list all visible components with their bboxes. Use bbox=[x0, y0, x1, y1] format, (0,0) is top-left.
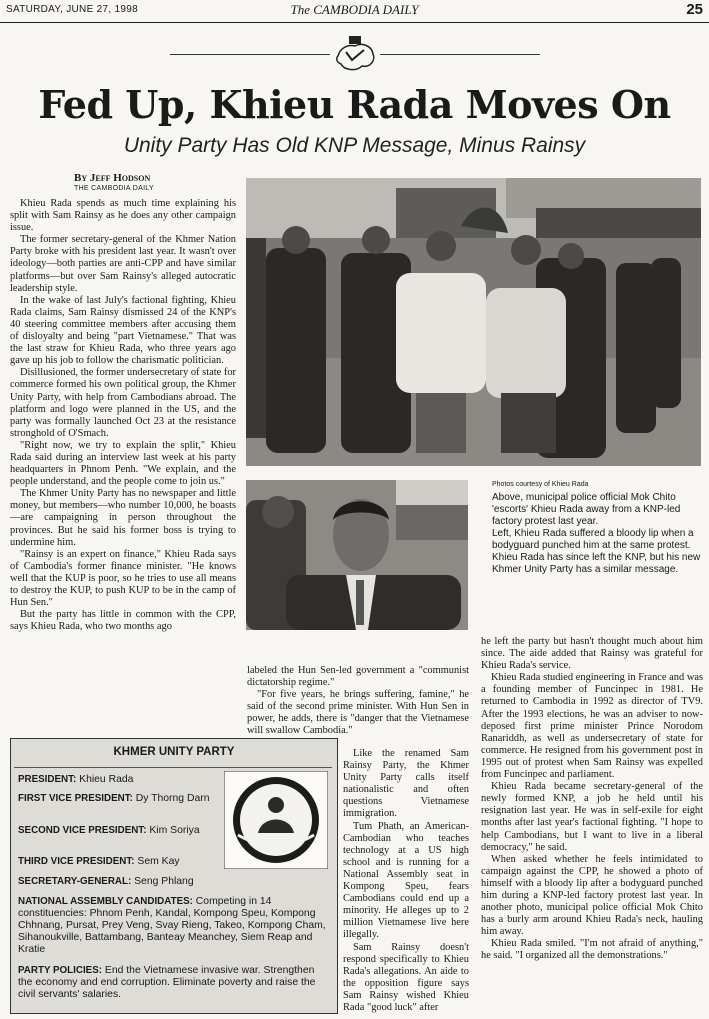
infobox-title: KHMER UNITY PARTY bbox=[113, 746, 235, 758]
article-column-2b bbox=[343, 748, 469, 1018]
item-label: PARTY POLICIES: bbox=[18, 965, 103, 976]
paragraph: "For five years, he brings suffering, famine," he said of the second prime minister. With Hun Sen in power, he adds, there is "danger that the Vietnamese will swallow Cambodia." bbox=[247, 689, 469, 737]
paragraph: Khieu Rada became secretary-general of the newly formed KNP, a job he held until his resignation last year. He was in self-exile for eight months after last year's factional fighting. "I hope to help Cambodians, but I want to live in a liberal democracy," he said. bbox=[481, 781, 703, 853]
infobox-item bbox=[18, 856, 222, 868]
item-value: Seng Phlang bbox=[134, 876, 194, 887]
logo-rule-left bbox=[170, 54, 330, 55]
item-value: End the Vietnamese invasive war. Strengthen the economy and end corruption. Eliminate poverty and raise the civil servants' salaries. bbox=[18, 965, 316, 1000]
article-column-3 bbox=[481, 636, 703, 1018]
item-value: Dy Thorng Darn bbox=[135, 793, 210, 804]
infobox-item bbox=[18, 793, 222, 805]
infobox-item bbox=[18, 965, 330, 1001]
headline: Fed Up, Khieu Rada Moves On bbox=[38, 82, 671, 127]
byline-org: THE CAMBODIA DAILY bbox=[74, 185, 154, 192]
party-seal-icon bbox=[224, 771, 328, 869]
caption-paragraph: Above, municipal police official Mok Chito 'escorts' Khieu Rada away from a KNP-led factory protest last year. bbox=[492, 492, 681, 527]
paragraph: Khieu Rada studied engineering in France and was a founding member of Funcinpec in 1981. He returned to Cambodia in 1992 as director of TV9. After the 1993 elections, he was an adviser to now-deposed first prime minister Prince Norodom Ranariddh, as well as undersecretary of state for commerce. He resigned from his government post in 1995 out of protest when Sam Rainsy was expelled from Funcinpec and parliament. bbox=[481, 672, 703, 781]
paragraph: Sam Rainsy doesn't respond specifically to Khieu Rada's allegations. An aide to the opposition figure says Sam Rainsy wished Khieu Rada "good luck" after bbox=[343, 941, 469, 1013]
paragraph: In the wake of last July's factional fighting, Khieu Rada claims, Sam Rainsy dismissed 24 of the KNP's 40 steering committee members after accusing them of disloyalty and being "part Vietnamese." That was the last straw for Khieu Rada, who three years ago gave up his job to follow the charismatic politician. bbox=[10, 294, 236, 367]
paragraph: "Rainsy is an expert on finance," Khieu Rada says of Cambodia's former finance minister. "He knows well that the KUP is poor, so he tries to use all means to destroy the KUP, to push KUP to be in the camp of Hun Sen." bbox=[10, 548, 236, 609]
caption-paragraph: Left, Khieu Rada suffered a bloody lip when a bodyguard punched him at the same protest. Khieu Rada has since left the KNP, but his new Khmer Unity Party has a similar message. bbox=[492, 528, 701, 575]
item-value: Khieu Rada bbox=[79, 774, 134, 785]
item-label: PRESIDENT: bbox=[18, 774, 77, 785]
byline-author: By Jeff Hodson bbox=[74, 172, 151, 184]
infobox-item bbox=[18, 825, 222, 837]
paragraph: Like the renamed Sam Rainsy Party, the Khmer Unity Party calls itself nationalistic and often questions Vietnamese immigration. bbox=[343, 748, 469, 820]
paragraph: "Right now, we try to explain the split," Khieu Rada said during an interview last week at his party headquarters in Phnom Penh. "We explain, and the people understand, and the people come to join us." bbox=[10, 439, 236, 488]
item-value: Competing in 14 constituencies: Phnom Penh, Kandal, Kompong Speu, Kompong Chhnang, Pursat, Prey Veng, Svay Rieng, Takeo, Kompong Cham, Sihanoukville, Battambang, Banteay Meanchey, Siem Reap and Kratie bbox=[18, 896, 326, 955]
infobox-item bbox=[18, 896, 330, 956]
paragraph: The Khmer Unity Party has no newspaper and little money, but members—who number 10,000, he boasts—are campaigning in person throughout the provinces. But he said his former boss is trying to undermine him. bbox=[10, 488, 236, 548]
subheadline: Unity Party Has Old KNP Message, Minus Rainsy bbox=[123, 134, 586, 157]
paragraph: The former secretary-general of the Khmer Nation Party broke with his president last year. It wasn't over ideology—both parties are anti-CPP and have similar platforms—but over Sam Rainsy's alleged autocratic leadership style. bbox=[10, 234, 236, 294]
item-value: Kim Soriya bbox=[149, 825, 200, 836]
paragraph: When asked whether he feels intimidated to campaign against the CPP, he showed a photo of himself with a bloody lip after a bodyguard punched him during a KNP-led factory protest last year. In another photo, municipal police official Mok Chito has a burly arm around Khieu Rada's neck, hauling him away. bbox=[481, 853, 703, 938]
item-label: THIRD VICE PRESIDENT: bbox=[18, 856, 135, 867]
paragraph: But the party has little in common with the CPP, says Khieu Rada, who two months ago bbox=[10, 609, 236, 633]
paper-name: The CAMBODIA DAILY bbox=[290, 2, 419, 17]
logo-rule-right bbox=[380, 54, 540, 55]
issue-date: SATURDAY, JUNE 27, 1998 bbox=[6, 4, 138, 15]
item-label: SECOND VICE PRESIDENT: bbox=[18, 825, 147, 836]
item-label: SECRETARY-GENERAL: bbox=[18, 876, 132, 887]
photo-credit: Photos courtesy of Khieu Rada bbox=[492, 481, 589, 488]
portrait-photo bbox=[246, 480, 468, 630]
paragraph: labeled the Hun Sen-led government a "communist dictatorship regime." bbox=[247, 665, 469, 689]
infobox-divider bbox=[14, 767, 332, 768]
paragraph: Tum Phath, an American-Cambodian who teaches technology at a US high school and is running for a National Assembly seat in Kompong Speu, fears Cambodians could end up a minority. He alleges up to 2 million Vietnamese live here illegally. bbox=[343, 820, 469, 941]
paragraph: Khieu Rada smiled. "I'm not afraid of anything," he said. "I organized all the demonstrations." bbox=[481, 938, 703, 962]
paragraph: Disillusioned, the former undersecretary of state for commerce formed his own political group, the Khmer Unity Party, with help from Cambodians abroad. The platform and logo were planned in the US, and the party was formally launched Oct 23 at the resistance stronghold of O'Smach. bbox=[10, 367, 236, 439]
infobox-item bbox=[18, 876, 328, 888]
photo-caption bbox=[492, 492, 702, 576]
article-column-1 bbox=[10, 198, 236, 732]
item-value: Sem Kay bbox=[137, 856, 180, 867]
page-number: 25 bbox=[686, 1, 703, 18]
item-label: NATIONAL ASSEMBLY CANDIDATES: bbox=[18, 896, 193, 907]
paragraph: he left the party but hasn't thought much about him since. The aide added that Rainsy was grateful for Khieu Rada's service. bbox=[481, 636, 703, 672]
infobox-item bbox=[18, 774, 218, 786]
paragraph: Khieu Rada spends as much time explaining his split with Sam Rainsy as he does any other campaign issue. bbox=[10, 198, 236, 234]
election-logo-icon bbox=[332, 30, 378, 76]
protest-photo bbox=[246, 178, 701, 466]
item-label: FIRST VICE PRESIDENT: bbox=[18, 793, 133, 804]
